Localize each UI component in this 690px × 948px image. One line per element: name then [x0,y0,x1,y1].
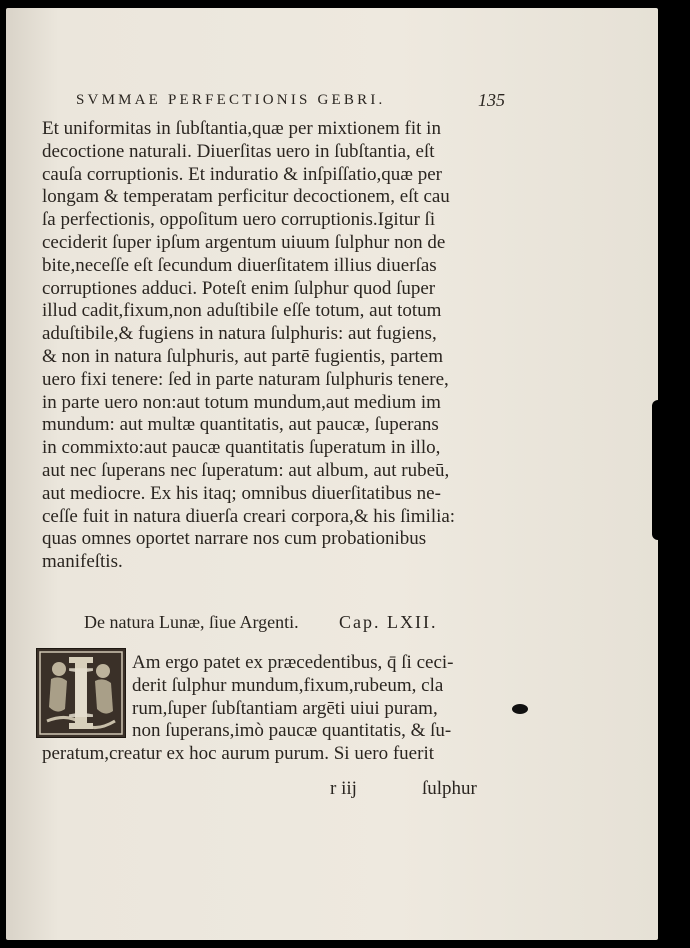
running-title: SVMMAE PERFECTIONIS GEBRI. [76,92,386,108]
decorated-initial [36,648,126,738]
text-line: aduſtibile,& fugiens in natura ſulphuris: aut fugiens, [42,323,437,345]
initial-letter: I [66,652,96,734]
text-line: ceciderit ſuper ipſum argentum uiuum ſulphur non de [42,231,446,253]
text-line: rum,ſuper ſubſtantiam argēti uiui puram, [132,697,438,719]
text-line: longam & temperatam perficitur decoctionem, eſt cau [42,186,450,208]
chapter-text-indented [132,652,512,743]
text-line: aut mediocre. Ex his itaq; omnibus diuerſitatibus ne- [42,482,441,504]
text-line: corruptiones adduci. Poteſt enim ſulphur quod ſuper [42,277,436,299]
text-line: cauſa corruptionis. Et induratio & inſpiſſatio,quæ per [42,163,442,185]
text-line: Et uniformitas in ſubſtantia,quæ per mixtionem fit in [42,118,441,139]
ink-blot [512,704,528,714]
text-line: non ſuperans,imò paucæ quantitatis, & ſu- [132,720,452,742]
text-line: in parte uero non:aut totum mundum,aut medium im [42,391,441,413]
text-line: Am ergo patet ex præcedentibus, q̄ ſi ceci- [132,652,454,673]
text-line: aut nec ſuperans nec ſuperatum: aut album, aut rubeū, [42,459,450,481]
catchword: ſulphur [422,778,477,799]
text-line: illud cadit,fixum,non aduſtibile eſſe totum, aut totum [42,300,442,322]
text-line: quas omnes oportet narrare nos cum probationibus [42,528,427,550]
text-line: peratum,creatur ex hoc aurum purum. Si uero fuerit [42,743,434,764]
page-notch [652,400,664,540]
signature-mark: r iij [330,778,357,799]
text-line: manifeſtis. [42,551,123,573]
chapter-heading [84,612,464,633]
text-line: decoctione naturali. Diuerſitas uero in ſubſtantia, eſt [42,140,435,162]
text-line: & non in natura ſulphuris, aut partē fugientis, partem [42,345,444,367]
chapter-number: Cap. LXII. [339,612,438,632]
text-line: uero fixi tenere: ſed in parte naturam ſulphuris tenere, [42,368,449,390]
chapter-title: De natura Lunæ, ſiue Argenti. [84,612,299,632]
body-text [42,118,507,574]
text-line: bite,neceſſe eſt ſecundum diuerſitatem illius diuerſas [42,254,437,276]
text-line: in commixto:aut paucæ quantitatis ſuperatum in illo, [42,437,441,459]
text-line: ceſſe fuit in natura diuerſa creari corpora,& his ſimilia: [42,505,456,527]
running-header [76,88,516,114]
chapter-text-full [42,743,512,766]
text-line: mundum: aut multæ quantitatis, aut paucæ, ſuperans [42,414,439,436]
folio-number: 135 [478,90,505,110]
text-line: derit ſulphur mundum,fixum,rubeum, cla [132,674,444,696]
text-line: ſa perfectionis, oppoſitum uero corruptionis.Igitur ſi [42,209,436,231]
